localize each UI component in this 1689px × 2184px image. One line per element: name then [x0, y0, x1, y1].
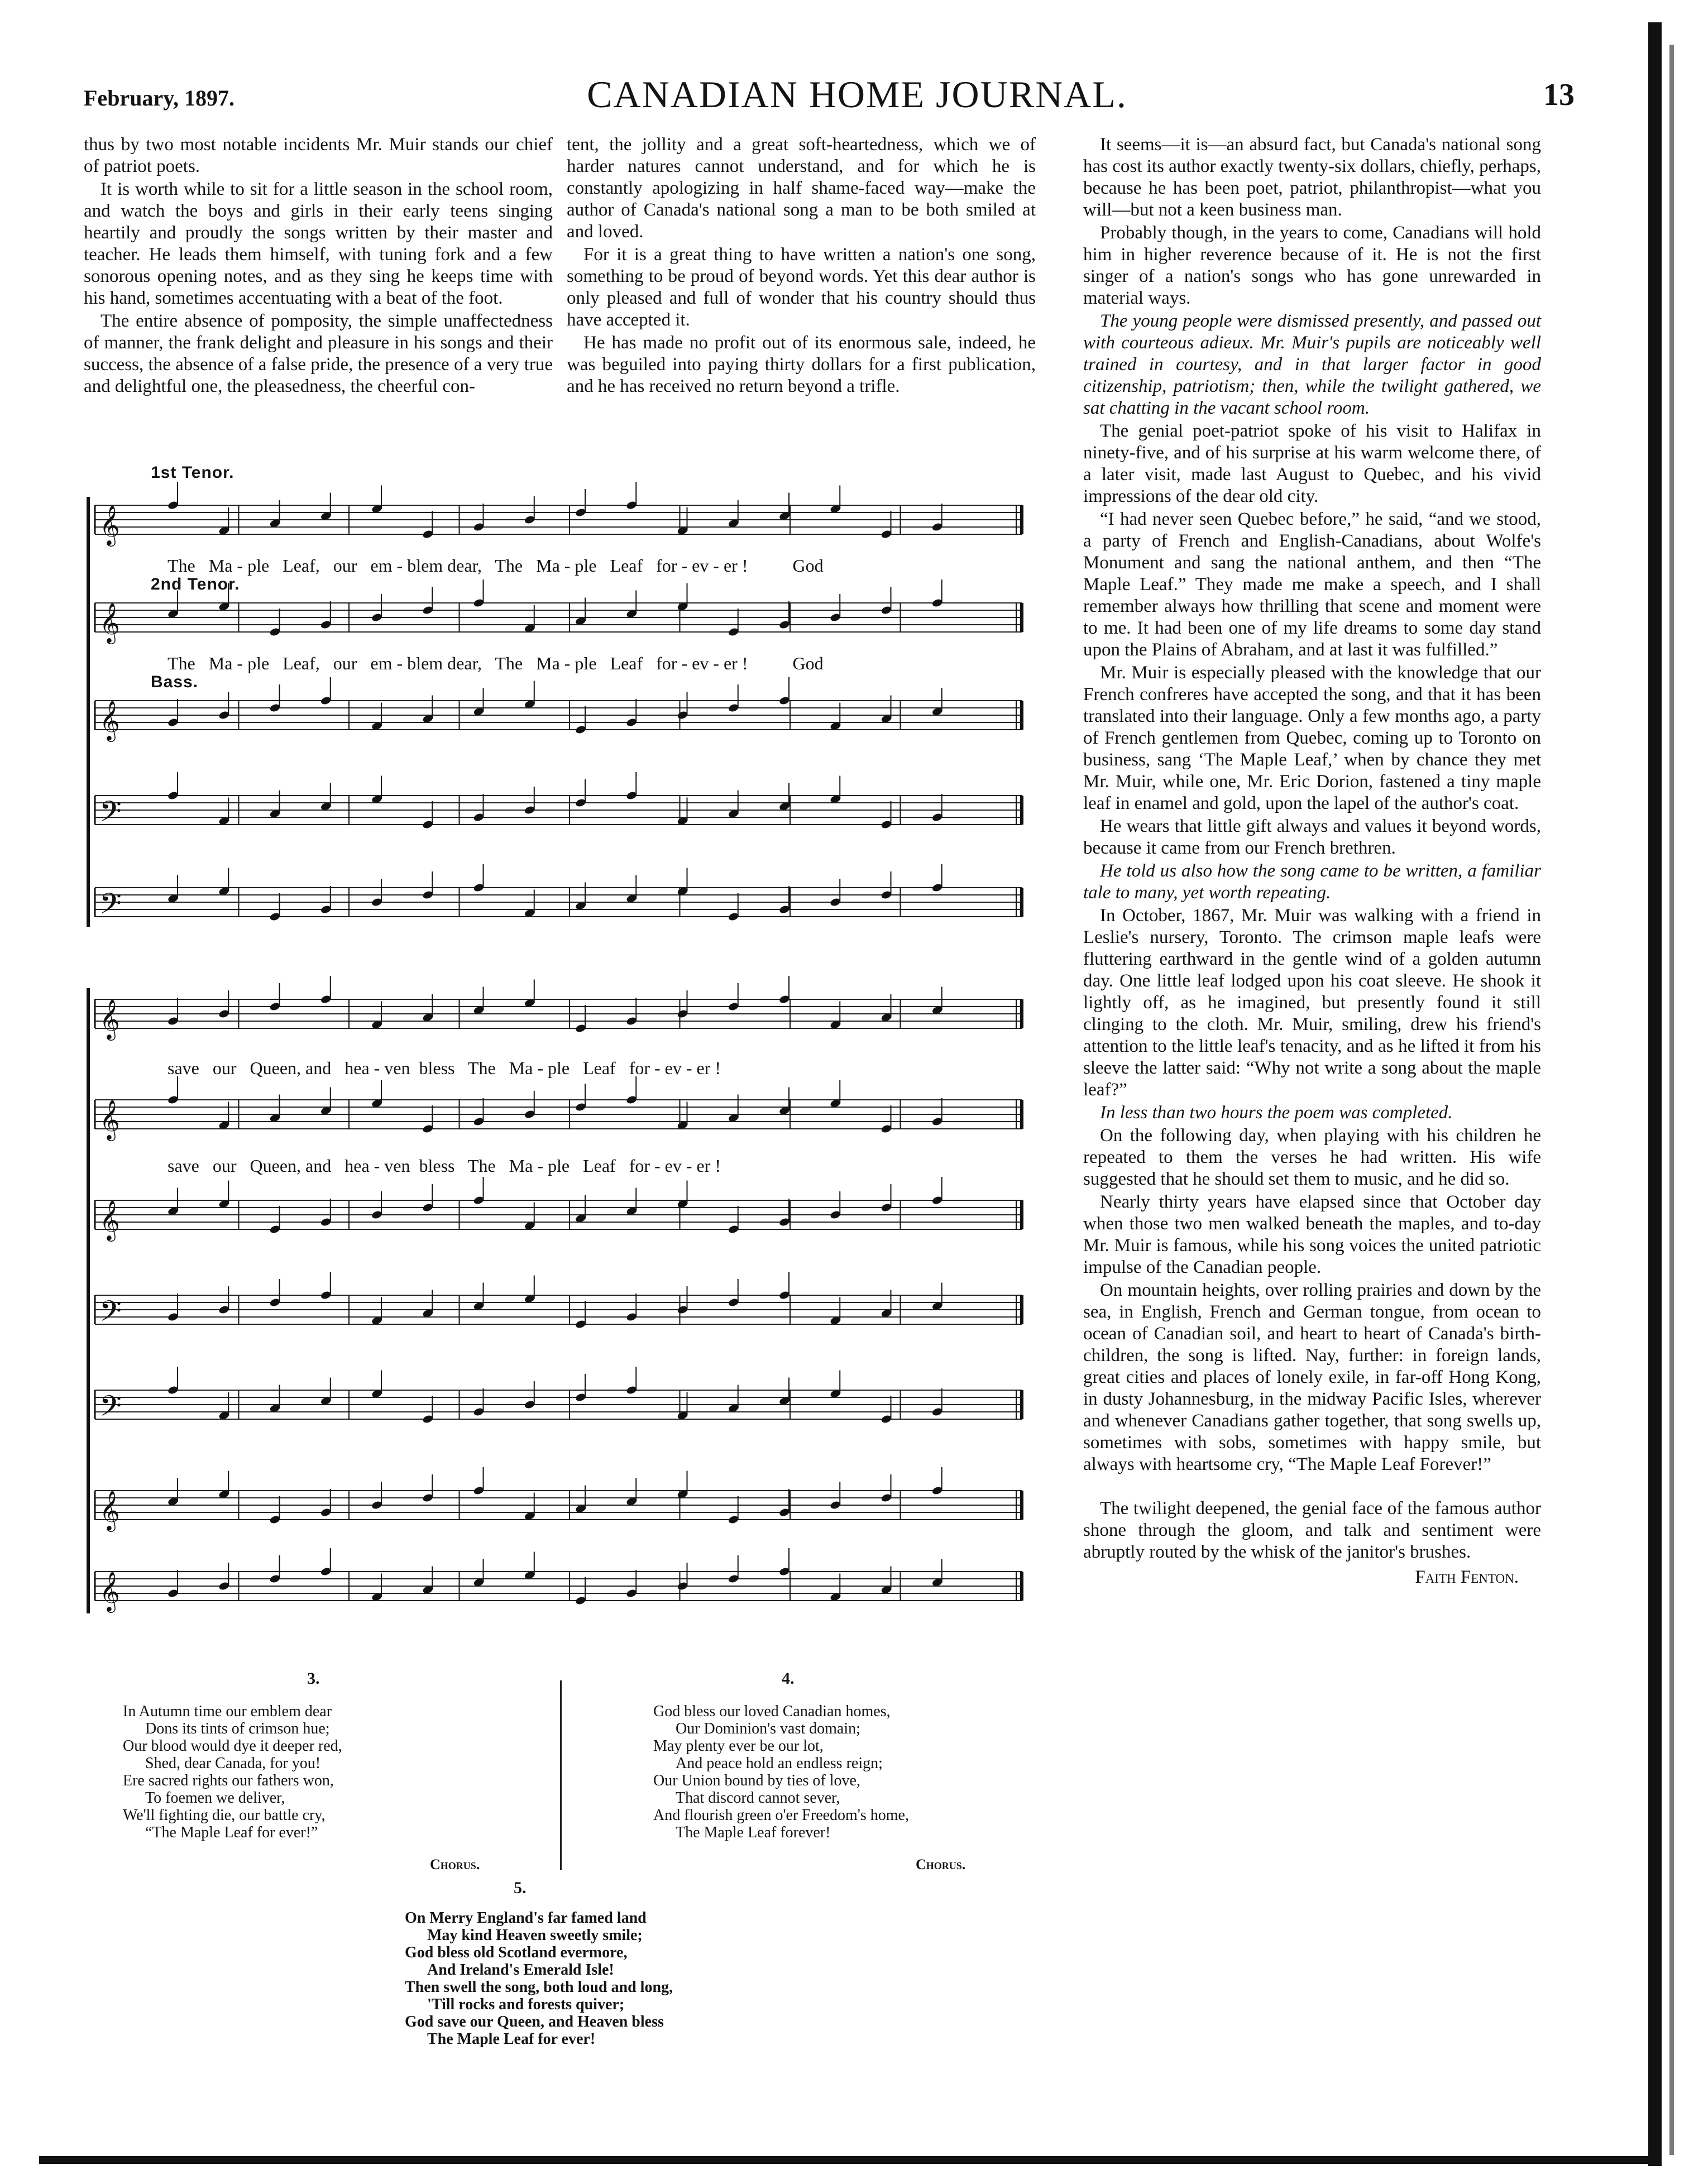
paragraph: thus by two most notable incidents Mr. Muir stands our chief of patriot poets.	[84, 135, 553, 176]
verse-line: That discord cannot sever,	[676, 1789, 840, 1807]
verse-line: God save our Queen, and Heaven bless	[405, 2013, 664, 2030]
verse-divider	[560, 1680, 562, 1870]
lyrics-tenor1-system1: The Ma - ple Leaf, our em - blem dear, The Ma - ple Leaf for - ev - er ! God	[168, 555, 824, 576]
verse-line: We'll fighting die, our battle cry,	[123, 1807, 326, 1824]
journal-title: CANADIAN HOME JOURNAL.	[587, 73, 1127, 116]
paragraph: He wears that little gift always and values it beyond words, because it came from our French brethren.	[1083, 816, 1541, 858]
verse-line: To foemen we deliver,	[145, 1789, 285, 1807]
page-edge-bottom	[39, 2156, 1658, 2164]
verse-line: Our Union bound by ties of love,	[653, 1772, 860, 1789]
paragraph: The young people were dismissed presently, and passed out with courteous adieux. Mr. Muir's pupils are noticeably well trained in courtesy, and in that larger factor in good citizenship, patriotism; then, while the twilight gathered, we sat chatting in the vacant school room.	[1083, 311, 1541, 418]
verse-line: God bless our loved Canadian homes,	[653, 1703, 891, 1720]
lyrics-tenor2-system2: save our Queen, and hea - ven bless The Ma - ple Leaf for - ev - er !	[168, 1156, 721, 1176]
verse-line: 'Till rocks and forests quiver;	[427, 1996, 625, 2013]
voice-label-tenor2: 2nd Tenor.	[151, 575, 240, 593]
verse-line: The Maple Leaf forever!	[676, 1824, 831, 1841]
paragraph: tent, the jollity and a great soft-heartedness, which we of harder natures cannot understand, and for which he is constantly apologizing in half shame-faced way—make the author of Canada's national song a man to be both smiled at and loved.	[567, 135, 1036, 242]
svg-text:𝄞: 𝄞	[99, 1199, 120, 1240]
verse-5	[405, 1909, 829, 2048]
paragraph: It is worth while to sit for a little season in the school room, and watch the boys and girls in their early teens singing heartily and proudly the songs written by their master and teacher. He leads them himself, with tuning fork and a few sonorous opening notes, and as they sing he keeps time with his hand, sometimes accentuating with a beat of the foot.	[84, 179, 553, 308]
paragraph: On mountain heights, over rolling prairies and down by the sea, in English, French and German tongue, from ocean to ocean of Canadian soil, and heart to heart of Canada's birth-children, the song is lifted. Nay, further: in foreign lands, great cities and places of lonely exile, in far-off Hong Kong, in dusty Johannesburg, in the midway Pacific Isles, wherever and whenever Canadians gather together, that song swells up, sometimes with sobs, sometimes with happy smile, but always with heartsome cry, “The Maple Leaf Forever!”	[1083, 1280, 1541, 1474]
paragraph: Mr. Muir is especially pleased with the knowledge that our French confreres have accepted the song, and that it has been translated into their language. Only a few months ago, a party of French gentlemen from Quebec, coming up to Toronto on business, sang ‘The Maple Leaf,’ when by chance they met Mr. Muir, while one, Mr. Eric Dorion, fastened a tiny maple leaf in enamel and gold, upon the lapel of the author's coat.	[1083, 663, 1541, 813]
svg-text:𝄞: 𝄞	[99, 1099, 120, 1139]
paragraph: For it is a great thing to have written a nation's one song, something to be proud of beyond words. Yet this dear author is only pleased and full of wonder that his country should thus have accepted it.	[567, 245, 1036, 330]
lyrics-tenor2-system1: The Ma - ple Leaf, our em - blem dear, The Ma - ple Leaf for - ev - er ! God	[168, 653, 824, 673]
page-edge-shadow	[1669, 45, 1674, 2155]
voice-label-tenor1: 1st Tenor.	[151, 463, 235, 482]
paragraph: Nearly thirty years have elapsed since that October day when those two men walked beneath the maples, and to-day Mr. Muir is famous, while his song voices the united patriotic impulse of the Canadian people.	[1083, 1192, 1541, 1277]
verse-line: Our Dominion's vast domain;	[676, 1720, 860, 1737]
verse-line: May kind Heaven sweetly smile;	[427, 1927, 643, 1944]
chorus-label-4: Chorus.	[916, 1856, 966, 1872]
svg-text:𝄞: 𝄞	[99, 700, 120, 740]
paragraph: In less than two hours the poem was completed.	[1100, 1103, 1453, 1123]
paragraph: It seems—it is—an absurd fact, but Canada's national song has cost its author exactly twenty-six dollars, chiefly, perhaps, because he has been poet, patriot, philanthropist—what you will—but not a keen business man.	[1083, 135, 1541, 220]
verse-line: And Ireland's Emerald Isle!	[427, 1961, 614, 1979]
verse-line: Ere sacred rights our fathers won,	[123, 1772, 334, 1789]
svg-text:𝄢: 𝄢	[99, 794, 122, 835]
verse-line: Shed, dear Canada, for you!	[145, 1755, 321, 1772]
paragraph: The entire absence of pomposity, the simple unaffectedness of manner, the frank delight and pleasure in his songs and their success, the absence of a false pride, the presence of a very true and delightful one, the pleasedness, the cheerful con-	[84, 311, 553, 396]
svg-text:𝄞: 𝄞	[99, 1570, 120, 1611]
verse-number-4: 4.	[782, 1669, 795, 1688]
paragraph: Probably though, in the years to come, Canadians will hold him in higher reverence because of it. He is not the first singer of a nation's songs who has gone unrewarded in material ways.	[1083, 223, 1541, 308]
page-header	[84, 73, 1630, 128]
verse-line: “The Maple Leaf for ever!”	[145, 1824, 318, 1841]
paragraph: “I had never seen Quebec before,” he said, “and we stood, a party of French and English-Canadians, about Wolfe's Monument and sang the national anthem, and then “The Maple Leaf.” They made me make a speech, and I shall remember always how thrilling that scene and moment were to me. It had been one of my life dreams to some day stand upon the Plains of Abraham, and at last it was fulfilled.”	[1083, 509, 1541, 660]
paragraph: The genial poet-patriot spoke of his visit to Halifax in ninety-five, and of his surprise at his warm welcome there, of a later visit, made last August to Quebec, and his vivid impressions of the dear old city.	[1083, 421, 1541, 506]
article-column-2	[567, 134, 1036, 397]
verse-line: And flourish green o'er Freedom's home,	[653, 1807, 909, 1824]
article-column-1	[84, 134, 553, 397]
paragraph: In October, 1867, Mr. Muir was walking with a friend in Leslie's nursery, Toronto. The crimson maple leafs were fluttering earthward in the gentle wind of a golden autumn day. One little leaf lodged upon his coat sleeve. He shook it lightly off, as he imagined, but presently found it still clinging to the cloth. Mr. Muir, smiling, drew his friend's attention to the little leaf's tenacity, and as he lifted it from his sleeve the latter said: “Why not write a song about the maple leaf?”	[1083, 906, 1541, 1100]
verse-line: Our blood would dye it deeper red,	[123, 1737, 342, 1755]
svg-text:𝄞: 𝄞	[99, 504, 120, 545]
paragraph: On the following day, when playing with his children he repeated to them the verses he had written. His wife suggested that he should set them to music, and he did so.	[1083, 1125, 1541, 1189]
verse-3	[123, 1703, 547, 1841]
paragraph: He has made no profit out of its enormous sale, indeed, he was beguiled into paying thirty dollars for a first publication, and he has received no return beyond a trifle.	[567, 333, 1036, 396]
verse-line: God bless old Scotland evermore,	[405, 1944, 628, 1961]
sheet-music	[84, 463, 1061, 1658]
issue-date: February, 1897.	[84, 85, 235, 111]
svg-text:𝄢: 𝄢	[99, 1294, 122, 1335]
verse-line: Dons its tints of crimson hue;	[145, 1720, 330, 1737]
voice-label-bass: Bass.	[151, 673, 199, 691]
author-signature: Faith Fenton.	[1415, 1567, 1519, 1587]
svg-text:𝄞: 𝄞	[99, 1489, 120, 1530]
verse-line: Then swell the song, both loud and long,	[405, 1979, 673, 1996]
verse-line: And peace hold an endless reign;	[676, 1755, 883, 1772]
verse-line: The Maple Leaf for ever!	[427, 2030, 596, 2048]
page-number: 13	[1543, 78, 1575, 112]
svg-text:𝄢: 𝄢	[99, 1389, 122, 1430]
verse-number-5: 5.	[514, 1879, 527, 1897]
verse-4	[653, 1703, 1066, 1841]
paragraph: The twilight deepened, the genial face of the famous author shone through the gloom, and talk and sentiment were abruptly routed by the whisk of the janitor's brushes.	[1083, 1498, 1541, 1562]
article-column-3	[1083, 134, 1541, 1588]
verse-number-3: 3.	[307, 1669, 320, 1688]
svg-text:𝄞: 𝄞	[99, 998, 120, 1039]
page-edge-right	[1648, 22, 1662, 2166]
svg-text:𝄢: 𝄢	[99, 887, 122, 927]
paragraph: He told us also how the song came to be written, a familiar tale to many, yet worth repeating.	[1083, 861, 1541, 903]
verse-line: In Autumn time our emblem dear	[123, 1703, 332, 1720]
chorus-label-3: Chorus.	[430, 1856, 480, 1872]
verse-line: On Merry England's far famed land	[405, 1909, 647, 1927]
svg-text:𝄞: 𝄞	[99, 602, 120, 643]
verse-line: May plenty ever be our lot,	[653, 1737, 824, 1755]
lyrics-tenor1-system2: save our Queen, and hea - ven bless The Ma - ple Leaf for - ev - er !	[168, 1058, 721, 1078]
